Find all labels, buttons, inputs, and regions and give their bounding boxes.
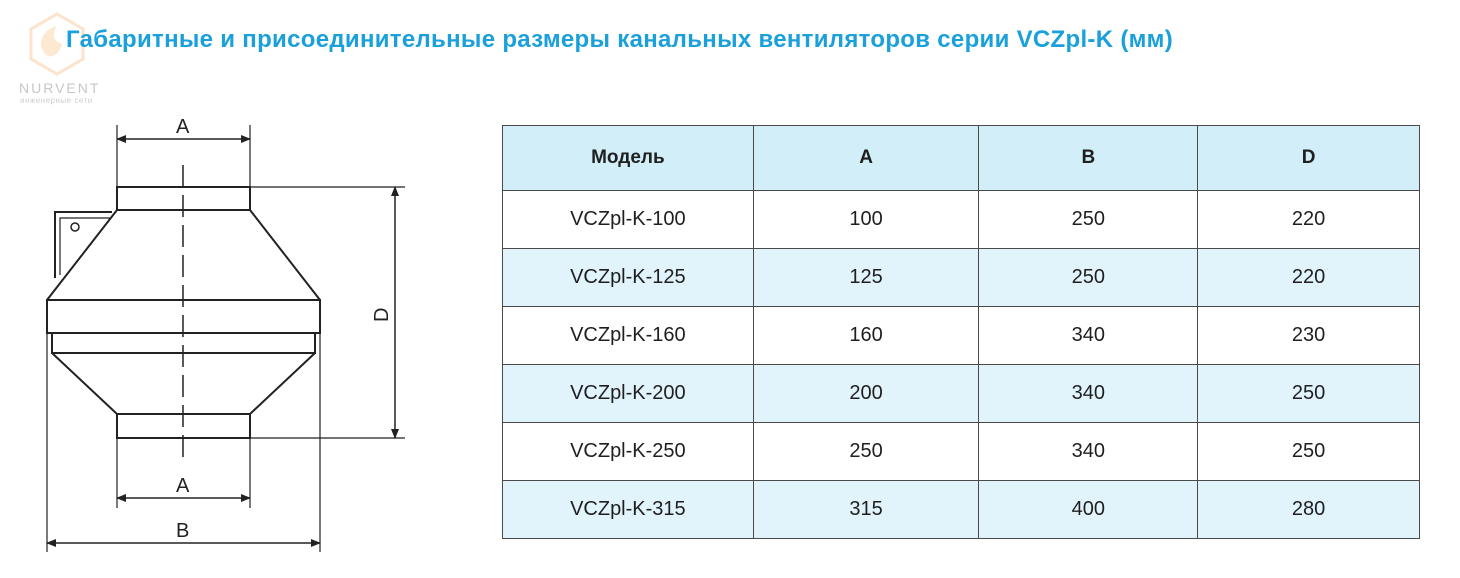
cell-d: 220	[1198, 249, 1420, 307]
cell-a: 315	[753, 481, 979, 539]
cell-model: VCZpl-K-160	[503, 307, 754, 365]
cell-d: 230	[1198, 307, 1420, 365]
table-row	[503, 191, 1420, 249]
dimensions-table	[502, 125, 1420, 539]
mounting-bracket	[55, 212, 112, 278]
fan-dimension-drawing	[0, 100, 440, 578]
logo-wordmark: NURVENT	[19, 80, 101, 96]
header-a: A	[753, 126, 979, 191]
cell-a: 160	[753, 307, 979, 365]
header-model: Модель	[503, 126, 754, 191]
cell-a: 250	[753, 423, 979, 481]
cell-model: VCZpl-K-125	[503, 249, 754, 307]
label-b: B	[176, 520, 190, 542]
cell-model: VCZpl-K-100	[503, 191, 754, 249]
cell-b: 250	[979, 191, 1198, 249]
cell-d: 250	[1198, 423, 1420, 481]
label-d: D	[371, 307, 393, 322]
table-row	[503, 365, 1420, 423]
page-title: Габаритные и присоединительные размеры канальных вентиляторов серии VCZpl-K (мм)	[66, 26, 1174, 53]
bracket-hole	[71, 223, 79, 231]
cell-a: 200	[753, 365, 979, 423]
header-d: D	[1198, 126, 1420, 191]
cell-model: VCZpl-K-250	[503, 423, 754, 481]
cell-b: 250	[979, 249, 1198, 307]
table-row	[503, 481, 1420, 539]
cell-a: 125	[753, 249, 979, 307]
cell-model: VCZpl-K-315	[503, 481, 754, 539]
table-row	[503, 423, 1420, 481]
cell-a: 100	[753, 191, 979, 249]
logo-subtitle: инженерные сети	[20, 96, 93, 105]
cell-b: 400	[979, 481, 1198, 539]
table-row	[503, 249, 1420, 307]
cell-d: 280	[1198, 481, 1420, 539]
table-row	[503, 307, 1420, 365]
label-a-top: A	[176, 116, 190, 138]
cell-b: 340	[979, 365, 1198, 423]
header-b: B	[979, 126, 1198, 191]
table-header-row	[503, 126, 1420, 191]
cell-d: 220	[1198, 191, 1420, 249]
cell-b: 340	[979, 423, 1198, 481]
cell-model: VCZpl-K-200	[503, 365, 754, 423]
label-a-bottom: A	[176, 475, 190, 497]
cell-b: 340	[979, 307, 1198, 365]
cell-d: 250	[1198, 365, 1420, 423]
